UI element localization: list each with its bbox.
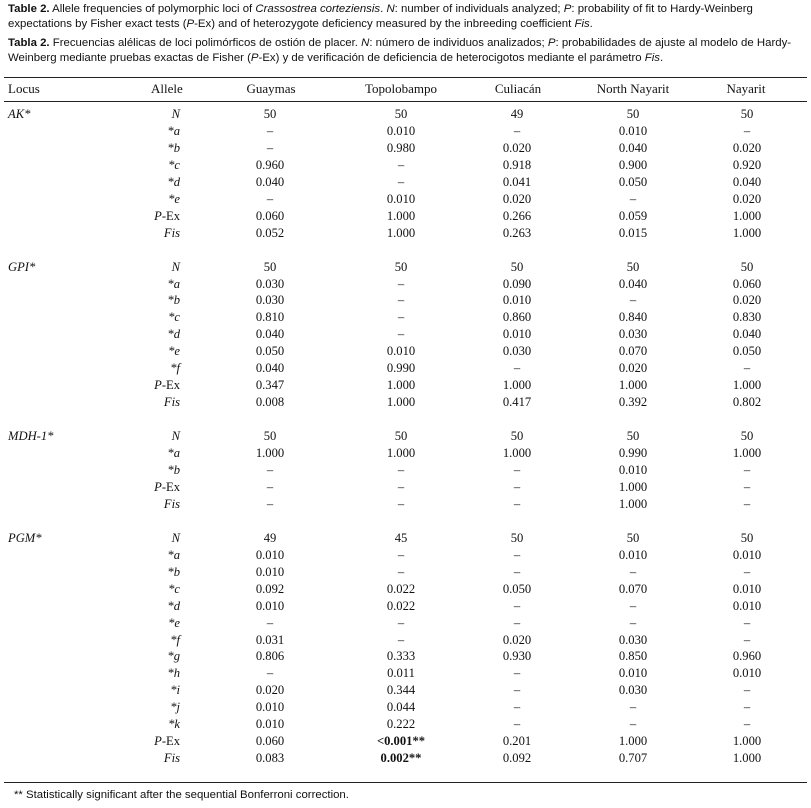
table-cell: – xyxy=(513,479,521,494)
table-cell: 1.000 xyxy=(618,479,648,494)
table-cell: <0.001** xyxy=(376,734,426,749)
table-cell: 0.918 xyxy=(502,157,532,172)
table-cell: 1.000 xyxy=(255,446,285,460)
allele-label: *d xyxy=(167,174,180,189)
table-cell: 0.090 xyxy=(502,276,532,291)
table-cell: 0.850 xyxy=(618,649,648,664)
table-cell: – xyxy=(513,496,521,511)
table-cell: 1.000 xyxy=(732,208,762,223)
table-cell: 0.060 xyxy=(255,734,285,749)
table-cell: 50 xyxy=(394,259,408,274)
table-cell: 1.000 xyxy=(386,208,416,223)
table-cell: – xyxy=(397,276,405,291)
table-cell: 1.000 xyxy=(386,446,416,460)
allele-label: Fis xyxy=(163,751,180,766)
table-cell: 1.000 xyxy=(618,734,648,749)
table-cell: – xyxy=(743,632,751,647)
table-cell: 0.010 xyxy=(255,717,285,732)
table-cell: – xyxy=(513,564,521,579)
table-cell: – xyxy=(266,140,274,155)
table-cell: 0.010 xyxy=(618,666,648,681)
table-cell: 0.059 xyxy=(618,208,648,223)
table-cell: 0.070 xyxy=(618,581,648,596)
table-cell: 0.010 xyxy=(618,462,648,477)
locus-name: GPI* xyxy=(8,259,36,274)
table-cell: 0.040 xyxy=(618,140,648,155)
table-cell: 0.860 xyxy=(502,310,532,325)
locus-name: PGM* xyxy=(8,530,42,545)
table-cell: 0.050 xyxy=(502,581,532,596)
table-cell: 0.930 xyxy=(502,649,532,664)
table-cell: – xyxy=(397,174,405,189)
allele-label: *e xyxy=(168,344,180,359)
table-cell: 0.020 xyxy=(732,191,762,206)
table-cell: – xyxy=(513,700,521,715)
table-cell: – xyxy=(397,564,405,579)
table-cell: 0.960 xyxy=(732,649,762,664)
table-cell: – xyxy=(397,157,405,172)
table-cell: 0.040 xyxy=(255,361,285,376)
table-cell: 50 xyxy=(740,107,754,121)
allele-label: *j xyxy=(170,700,180,715)
table-cell: 0.050 xyxy=(255,344,285,359)
table-cell: 0.010 xyxy=(618,124,648,138)
table-cell: – xyxy=(743,700,751,715)
table-cell: 0.040 xyxy=(732,327,762,342)
allele-label: *c xyxy=(168,157,180,172)
table-cell: – xyxy=(629,293,637,308)
table-cell: 0.010 xyxy=(386,124,416,138)
table-cell: 0.010 xyxy=(255,547,285,562)
table-cell: 1.000 xyxy=(732,751,762,766)
allele-label: *i xyxy=(170,683,180,698)
allele-label: N xyxy=(171,429,180,443)
table-cell: – xyxy=(266,615,274,630)
table-cell: 0.010 xyxy=(502,327,532,342)
table-cell: 0.392 xyxy=(618,395,648,410)
table-cell: 0.010 xyxy=(502,293,532,308)
table-cell: 0.010 xyxy=(732,598,762,613)
locus-name: AK* xyxy=(8,107,31,121)
table-cell: 1.000 xyxy=(618,378,648,393)
table-cell: 0.980 xyxy=(386,140,416,155)
table-cell: 50 xyxy=(394,429,408,443)
allele-label: *f xyxy=(170,632,180,647)
table-cell: 0.020 xyxy=(732,140,762,155)
table-cell: 0.010 xyxy=(255,564,285,579)
allele-label: *b xyxy=(167,462,180,477)
table-cell: 0.040 xyxy=(255,174,285,189)
table-cell: 1.000 xyxy=(732,446,762,460)
allele-label: *h xyxy=(167,666,180,681)
table-cell: 0.020 xyxy=(732,293,762,308)
table-cell: – xyxy=(266,666,274,681)
table-cell: – xyxy=(743,717,751,732)
allele-label: *k xyxy=(168,717,180,732)
table-cell: 0.060 xyxy=(255,208,285,223)
table-cell: 50 xyxy=(510,429,524,443)
table-cell: 0.040 xyxy=(618,276,648,291)
allele-label: *f xyxy=(170,361,180,376)
table-cell: 0.060 xyxy=(732,276,762,291)
table-cell: 0.010 xyxy=(255,700,285,715)
footnote: ** Statistically significant after the sequential Bonferroni correction. xyxy=(14,789,349,801)
table-cell: – xyxy=(629,598,637,613)
table-cell: – xyxy=(513,615,521,630)
table-cell: 0.020 xyxy=(502,632,532,647)
table-cell: 0.830 xyxy=(732,310,762,325)
table-cell: 0.840 xyxy=(618,310,648,325)
allele-label: Fis xyxy=(163,225,180,240)
table-cell: – xyxy=(743,496,751,511)
table-cell: – xyxy=(397,615,405,630)
header-guaymas: Guaymas xyxy=(246,81,296,96)
caption-label: Table 2. xyxy=(8,3,50,15)
table-cell: – xyxy=(397,293,405,308)
table-cell: – xyxy=(397,462,405,477)
table-cell: – xyxy=(397,632,405,647)
table-cell: 0.008 xyxy=(255,395,285,410)
table-cell: 50 xyxy=(510,530,524,545)
table-cell: – xyxy=(743,462,751,477)
table-cell: – xyxy=(397,479,405,494)
header-north-nayarit: North Nayarit xyxy=(596,81,670,96)
table-cell: 1.000 xyxy=(618,496,648,511)
table-cell: 0.020 xyxy=(502,191,532,206)
table-cell: 0.031 xyxy=(255,632,285,647)
table-cell: 0.052 xyxy=(255,225,285,240)
table-cell: 0.344 xyxy=(386,683,416,698)
table-cell: 0.002** xyxy=(380,751,422,766)
table-cell: 0.263 xyxy=(502,225,532,240)
allele-label: *a xyxy=(167,124,180,138)
allele-label: N xyxy=(171,259,180,274)
table-cell: – xyxy=(743,124,751,138)
table-cell: 0.810 xyxy=(255,310,285,325)
table-cell: 0.707 xyxy=(618,751,648,766)
table-cell: – xyxy=(513,666,521,681)
table-cell: 1.000 xyxy=(732,378,762,393)
allele-label: *e xyxy=(168,615,180,630)
table-cell: 1.000 xyxy=(386,378,416,393)
table-cell: 0.022 xyxy=(386,598,416,613)
table-cell: 0.990 xyxy=(386,361,416,376)
table-cell: 50 xyxy=(740,530,754,545)
table-cell: 0.030 xyxy=(618,327,648,342)
table-cell: – xyxy=(397,547,405,562)
caption-english: Table 2. Allele frequencies of polymorphic loci of Crassostrea corteziensis. N: number of individuals analyzed; P: probability of fit to Hardy-Weinberg expectations by Fisher exact tests (P-Ex) and of heterozygote deficiency measured by the inbreeding coefficient Fis. xyxy=(8,3,753,30)
table-cell: 50 xyxy=(626,259,640,274)
table-cell: – xyxy=(629,700,637,715)
table-cell: 1.000 xyxy=(386,395,416,410)
allele-label: *a xyxy=(167,547,180,562)
allele-label: *e xyxy=(168,191,180,206)
table-cell: – xyxy=(397,496,405,511)
table-cell: 0.806 xyxy=(255,649,285,664)
table-cell: 0.020 xyxy=(502,140,532,155)
table-cell: – xyxy=(513,598,521,613)
table-cell: 0.020 xyxy=(618,361,648,376)
table-cell: 49 xyxy=(510,107,524,121)
allele-label: *b xyxy=(167,564,180,579)
table-cell: 0.011 xyxy=(387,666,415,681)
table-cell: 45 xyxy=(394,530,408,545)
table-cell: – xyxy=(513,717,521,732)
table-cell: 0.010 xyxy=(732,581,762,596)
table-cell: – xyxy=(743,361,751,376)
table-cell: 0.050 xyxy=(618,174,648,189)
table-cell: 1.000 xyxy=(732,225,762,240)
table-cell: 0.010 xyxy=(732,666,762,681)
table-cell: 0.333 xyxy=(386,649,416,664)
table-cell: 0.040 xyxy=(255,327,285,342)
allele-label: P-Ex xyxy=(154,208,180,223)
allele-label: *c xyxy=(168,310,180,325)
table-cell: – xyxy=(513,547,521,562)
table-cell: – xyxy=(743,683,751,698)
table-cell: – xyxy=(629,564,637,579)
table-cell: – xyxy=(397,327,405,342)
allele-label: *d xyxy=(167,598,180,613)
table-cell: – xyxy=(266,496,274,511)
table-cell: – xyxy=(266,124,274,138)
table-cell: – xyxy=(513,124,521,138)
table-cell: – xyxy=(743,564,751,579)
allele-label: *a xyxy=(167,276,180,291)
table-cell: 0.030 xyxy=(255,293,285,308)
table-cell: 0.201 xyxy=(502,734,532,749)
table-cell: 0.010 xyxy=(255,598,285,613)
table-cell: 1.000 xyxy=(502,378,532,393)
allele-label: P-Ex xyxy=(154,734,180,749)
header-locus: Locus xyxy=(8,81,40,96)
table-cell: 0.022 xyxy=(386,581,416,596)
table-cell: 49 xyxy=(263,530,277,545)
allele-label: N xyxy=(171,530,180,545)
table-cell: 0.990 xyxy=(618,446,648,460)
allele-label: Fis xyxy=(163,496,180,511)
table-cell: – xyxy=(397,310,405,325)
table-bottom-rule xyxy=(4,782,807,783)
allele-label: *d xyxy=(167,327,180,342)
table-cell: 0.347 xyxy=(255,378,285,393)
allele-label: *b xyxy=(167,293,180,308)
caption-spanish: Tabla 2. Frecuencias alélicas de loci polimórficos de ostión de placer. N: número de individuos analizados; P: probabilidades de ajuste al modelo de Hardy-Weinberg mediante pruebas exactas de Fisher (P-Ex) y de verificación de deficiencia de heterocigotos mediante el parámetro Fis. xyxy=(8,37,792,64)
table-cell: 50 xyxy=(626,429,640,443)
allele-label: *c xyxy=(168,581,180,596)
table-cell: 0.010 xyxy=(618,547,648,562)
table-cell: 0.092 xyxy=(255,581,285,596)
table-cell: 0.010 xyxy=(732,547,762,562)
table-cell: 0.802 xyxy=(732,395,762,410)
table-cell: 50 xyxy=(510,259,524,274)
table-cell: – xyxy=(743,615,751,630)
table-cell: 1.000 xyxy=(502,446,532,460)
allele-label: Fis xyxy=(163,395,180,410)
table-cell: 0.092 xyxy=(502,751,532,766)
table-cell: – xyxy=(266,462,274,477)
table-cell: 50 xyxy=(740,259,754,274)
table-cell: 50 xyxy=(740,429,754,443)
table-cell: 0.040 xyxy=(732,174,762,189)
allele-label: P-Ex xyxy=(154,479,180,494)
species-name: Crassostrea corteziensis xyxy=(255,3,381,15)
allele-label: *a xyxy=(167,446,180,460)
table-cell: 0.030 xyxy=(502,344,532,359)
table-cell: – xyxy=(743,479,751,494)
table-cell: 0.030 xyxy=(618,683,648,698)
caption-label: Tabla 2. xyxy=(8,37,50,49)
table-cell: 0.020 xyxy=(255,683,285,698)
table-cell: 0.010 xyxy=(386,344,416,359)
table-cell: 50 xyxy=(263,429,277,443)
header-nayarit: Nayarit xyxy=(726,81,766,96)
table-cell: – xyxy=(629,191,637,206)
table-cell: – xyxy=(266,191,274,206)
table-cell: 0.030 xyxy=(255,276,285,291)
allele-label: *b xyxy=(167,140,180,155)
table-cell: 50 xyxy=(626,107,640,121)
table-cell: – xyxy=(513,683,521,698)
table-cell: 1.000 xyxy=(386,225,416,240)
table-cell: – xyxy=(513,361,521,376)
allele-label: P-Ex xyxy=(154,378,180,393)
table-cell: 0.010 xyxy=(386,191,416,206)
table-cell: – xyxy=(629,615,637,630)
header-culiacan: Culiacán xyxy=(494,81,542,96)
table-cell: 0.266 xyxy=(502,208,532,223)
table-cell: – xyxy=(266,479,274,494)
table-cell: 0.030 xyxy=(618,632,648,647)
table-cell: 50 xyxy=(263,107,277,121)
table-cell: – xyxy=(513,462,521,477)
table-cell: 0.044 xyxy=(386,700,416,715)
table-cell: 0.960 xyxy=(255,157,285,172)
header-allele: Allele xyxy=(151,81,183,96)
table-cell: 0.900 xyxy=(618,157,648,172)
table-cell: 0.070 xyxy=(618,344,648,359)
table-cell: 0.041 xyxy=(502,174,532,189)
table-cell: 0.920 xyxy=(732,157,762,172)
table-cell: 50 xyxy=(263,259,277,274)
table-cell: 50 xyxy=(626,530,640,545)
allele-label: *g xyxy=(167,649,180,664)
table-cell: 0.417 xyxy=(502,395,532,410)
table-cell: 0.222 xyxy=(386,717,416,732)
table-cell: 0.015 xyxy=(618,225,648,240)
allele-label: N xyxy=(171,107,180,121)
table-cell: 0.083 xyxy=(255,751,285,766)
table-cell: 0.050 xyxy=(732,344,762,359)
locus-name: MDH-1* xyxy=(8,429,54,443)
table-cell: 50 xyxy=(394,107,408,121)
table-cell: 1.000 xyxy=(732,734,762,749)
table-cell: – xyxy=(629,717,637,732)
header-topolobampo: Topolobampo xyxy=(364,81,438,96)
